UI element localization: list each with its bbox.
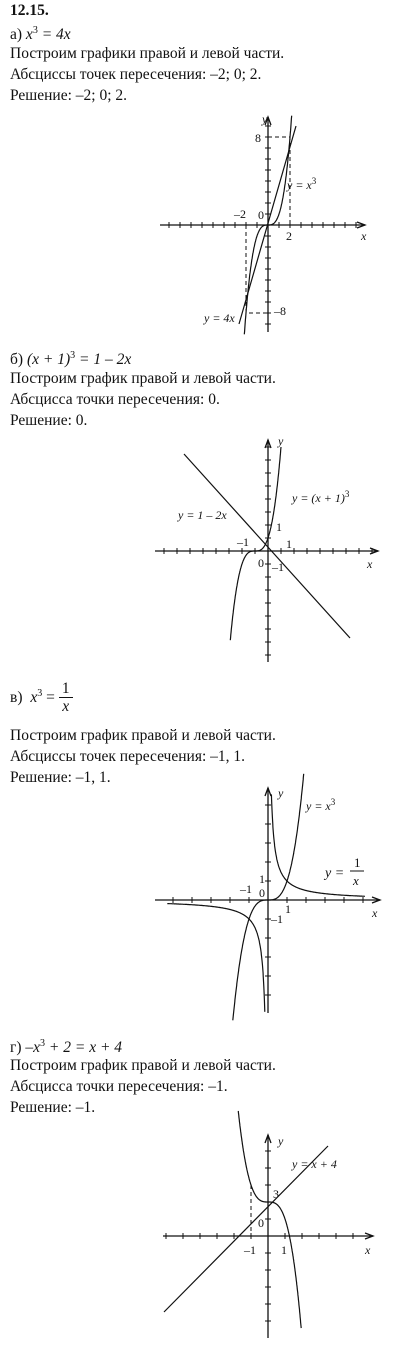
graph-c-label-cubic: $y = x^3$ — [306, 797, 336, 813]
graph-b-label-line: y = 1 – 2x — [178, 508, 227, 522]
graph-a — [0, 112, 405, 342]
part-b-label: б) — [10, 351, 27, 369]
graph-c-tick-m1x: –1 — [240, 882, 252, 896]
part-c-equation — [10, 680, 73, 715]
graph-b-label-cubic: $y = (x + 1)^3$ — [292, 489, 350, 505]
part-d-eq-a: –x — [25, 1039, 41, 1057]
graph-d-tick-3y: 3 — [273, 1187, 279, 1201]
graph-c-label-hyp-num: 1 — [354, 855, 361, 870]
problem-number: 12.15. — [10, 2, 49, 19]
part-b-eq-rest: = 1 – 2x — [75, 351, 132, 369]
graph-c-tick-1x: 1 — [285, 902, 291, 916]
graph-a-tick-m2: –2 — [234, 207, 246, 221]
part-c-eq-x: x — [30, 689, 38, 707]
graph-b-y-label: y — [278, 434, 284, 448]
graph-c-label-hyp: y = — [325, 866, 345, 881]
part-d-eq-exp: 3 — [40, 1038, 46, 1049]
part-b-eq-exp: 3 — [70, 350, 76, 361]
part-d-eq-rest: + 2 = x + 4 — [45, 1039, 123, 1057]
graph-a-dash-left — [246, 225, 268, 313]
part-c-eq-exp: 3 — [37, 687, 43, 699]
part-b-line2: Абсцисса точки пересечения: 0. — [10, 391, 220, 408]
graph-a-origin: 0 — [258, 208, 264, 222]
graph-b-tick-1y: 1 — [276, 520, 282, 534]
part-d-line1: Построим график правой и левой части. — [10, 1057, 276, 1074]
part-c-fraction — [59, 680, 73, 715]
graph-b — [0, 430, 405, 670]
part-a-line3: Решение: –2; 0; 2. — [10, 87, 127, 104]
part-b-equation — [10, 347, 131, 369]
graph-b-tick-m1y: –1 — [272, 560, 284, 574]
part-c-eq-eq: = — [42, 688, 59, 706]
part-b-eq: (x + 1) — [26, 351, 71, 369]
graph-a-tick-m8: –8 — [274, 304, 286, 318]
part-a-eq-rest: = 4x — [37, 26, 71, 44]
graph-b-line — [184, 454, 350, 638]
graph-a-label-line: y = 4x — [204, 311, 235, 325]
graph-c — [0, 785, 405, 1025]
graph-a-x-label: x — [361, 229, 367, 243]
part-a-line1: Построим графики правой и левой части. — [10, 45, 285, 62]
graph-a-y-label: y — [262, 112, 268, 126]
part-a-label: а) — [10, 26, 26, 44]
part-c-line3: Решение: –1, 1. — [10, 769, 111, 786]
graph-d-label-line: y = x + 4 — [292, 1157, 337, 1171]
part-d-line2: Абсцисса точки пересечения: –1. — [10, 1078, 228, 1095]
graph-c-y-label: y — [278, 786, 284, 800]
graph-b-tick-1x: 1 — [286, 537, 292, 551]
part-a-equation — [10, 22, 71, 44]
part-c-line1: Построим график правой и левой части. — [10, 727, 276, 744]
part-a-line2: Абсциссы точек пересечения: –2; 0; 2. — [10, 66, 262, 83]
graph-c-tick-m1y: –1 — [271, 912, 283, 926]
part-d-label: г) — [10, 1039, 26, 1057]
part-c-frac-den: x — [59, 697, 73, 715]
part-a-eq-base: x — [25, 26, 33, 44]
part-b-line3: Решение: 0. — [10, 412, 88, 429]
graph-b-origin: 0 — [258, 556, 264, 570]
graph-a-label-cubic: $y = x^3$ — [287, 176, 317, 192]
graph-d-tick-1x: 1 — [281, 1243, 287, 1257]
part-c-label: в) — [10, 688, 27, 706]
graph-c-origin: 0 — [259, 886, 265, 900]
graph-c-label-hyp-den: x — [353, 873, 359, 888]
graph-d-origin: 0 — [258, 1216, 264, 1230]
graph-a-tick-8: 8 — [255, 131, 261, 145]
part-d-line3: Решение: –1. — [10, 1099, 96, 1116]
graph-c-tick-1y: 1 — [259, 872, 265, 886]
graph-a-tick-2: 2 — [286, 229, 292, 243]
graph-d-x-label: x — [365, 1243, 371, 1257]
graph-c-hyperbola-left — [167, 904, 264, 1012]
graph-b-x-label: x — [367, 557, 373, 571]
part-c-line2: Абсциссы точек пересечения: –1, 1. — [10, 748, 246, 765]
part-a-eq-exp: 3 — [32, 25, 38, 36]
graph-c-x-label: x — [372, 906, 378, 920]
graph-b-tick-m1x: –1 — [237, 535, 249, 549]
graph-d-tick-m1x: –1 — [244, 1243, 256, 1257]
graph-d-y-label: y — [278, 1134, 284, 1148]
graph-d — [0, 1130, 405, 1345]
part-c-frac-num: 1 — [61, 680, 70, 697]
part-d-equation — [10, 1035, 122, 1057]
part-b-line1: Построим график правой и левой части. — [10, 370, 276, 387]
